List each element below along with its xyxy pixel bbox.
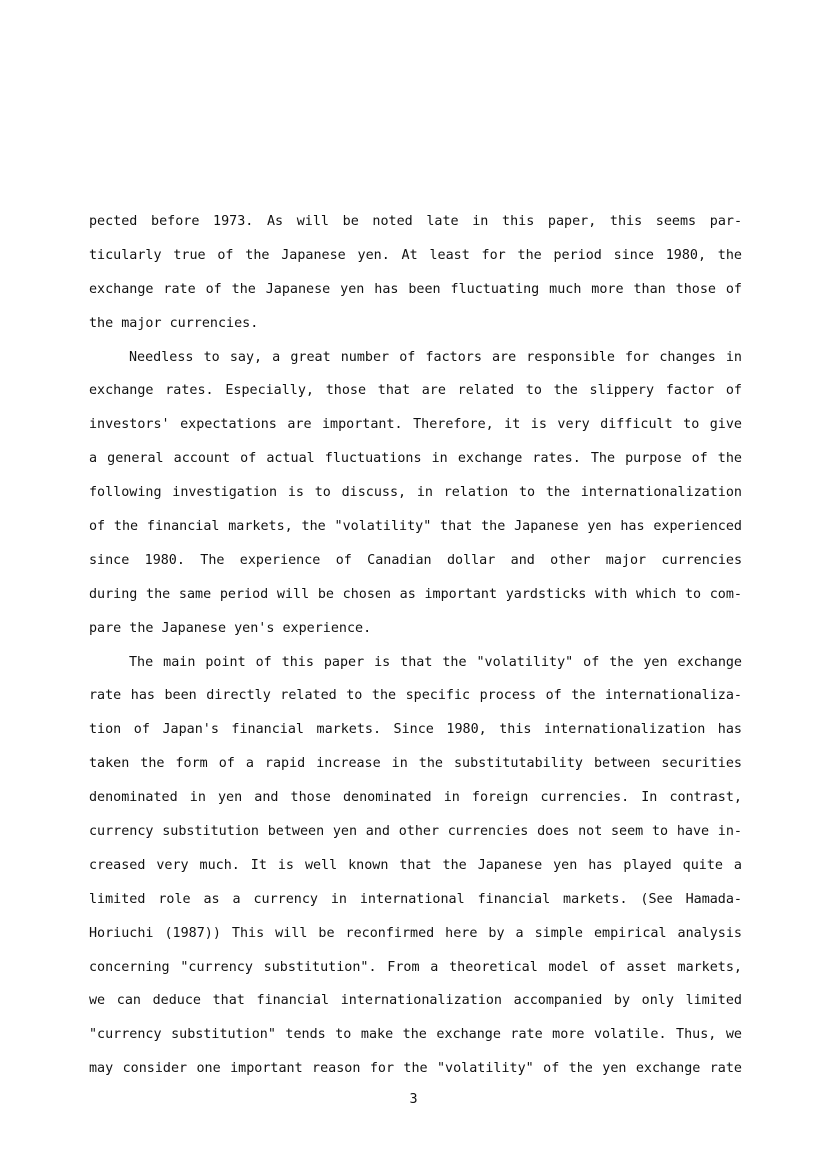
text-line: investors' expectations are important. Therefore, it is very difficult to give xyxy=(89,417,742,433)
text-line: ticularly true of the Japanese yen. At least for the period since 1980, the xyxy=(89,247,742,263)
text-line: limited role as a currency in international financial markets. (See Hamada- xyxy=(89,891,742,907)
text-line: "currency substitution" tends to make the exchange rate more volatile. Thus, we xyxy=(89,1027,742,1043)
text-line: may consider one important reason for the "volatility" of the yen exchange rate xyxy=(89,1061,742,1077)
text-line: rate has been directly related to the specific process of the internationaliza- xyxy=(89,688,742,704)
text-line: currency substitution between yen and other currencies does not seem to have in- xyxy=(89,824,742,840)
text-line: exchange rate of the Japanese yen has been fluctuating much more than those of xyxy=(89,281,742,297)
text-line: concerning "currency substitution". From a theoretical model of asset markets, xyxy=(89,959,742,975)
text-line: tion of Japan's financial markets. Since 1980, this internationalization has xyxy=(89,722,742,738)
text-line: a general account of actual fluctuations in exchange rates. The purpose of the xyxy=(89,451,742,467)
text-line: exchange rates. Especially, those that are related to the slippery factor of xyxy=(89,383,742,399)
text-line: the major currencies. xyxy=(89,315,259,331)
text-line: we can deduce that financial internationalization accompanied by only limited xyxy=(89,993,742,1009)
page-number: 3 xyxy=(409,1092,418,1107)
text-line: Needless to say, a great number of factors are responsible for changes in xyxy=(129,349,742,365)
text-line: pare the Japanese yen's experience. xyxy=(89,620,372,636)
text-line: pected before 1973. As will be noted late in this paper, this seems par- xyxy=(89,214,742,229)
text-line: during the same period will be chosen as important yardsticks with which to com- xyxy=(89,586,742,602)
text-line: since 1980. The experience of Canadian dollar and other major currencies xyxy=(89,552,742,568)
text-line: taken the form of a rapid increase in the substitutability between securities xyxy=(89,756,742,772)
text-line: creased very much. It is well known that the Japanese yen has played quite a xyxy=(89,857,742,873)
text-line: denominated in yen and those denominated in foreign currencies. In contrast, xyxy=(89,790,742,806)
text-line: Horiuchi (1987)) This will be reconfirmed here by a simple empirical analysis xyxy=(89,925,742,941)
text-line: The main point of this paper is that the "volatility" of the yen exchange xyxy=(129,654,742,670)
text-line: of the financial markets, the "volatility" that the Japanese yen has experienced xyxy=(89,519,742,535)
text-line: following investigation is to discuss, in relation to the internationalization xyxy=(89,485,742,501)
body-text xyxy=(89,205,742,1086)
